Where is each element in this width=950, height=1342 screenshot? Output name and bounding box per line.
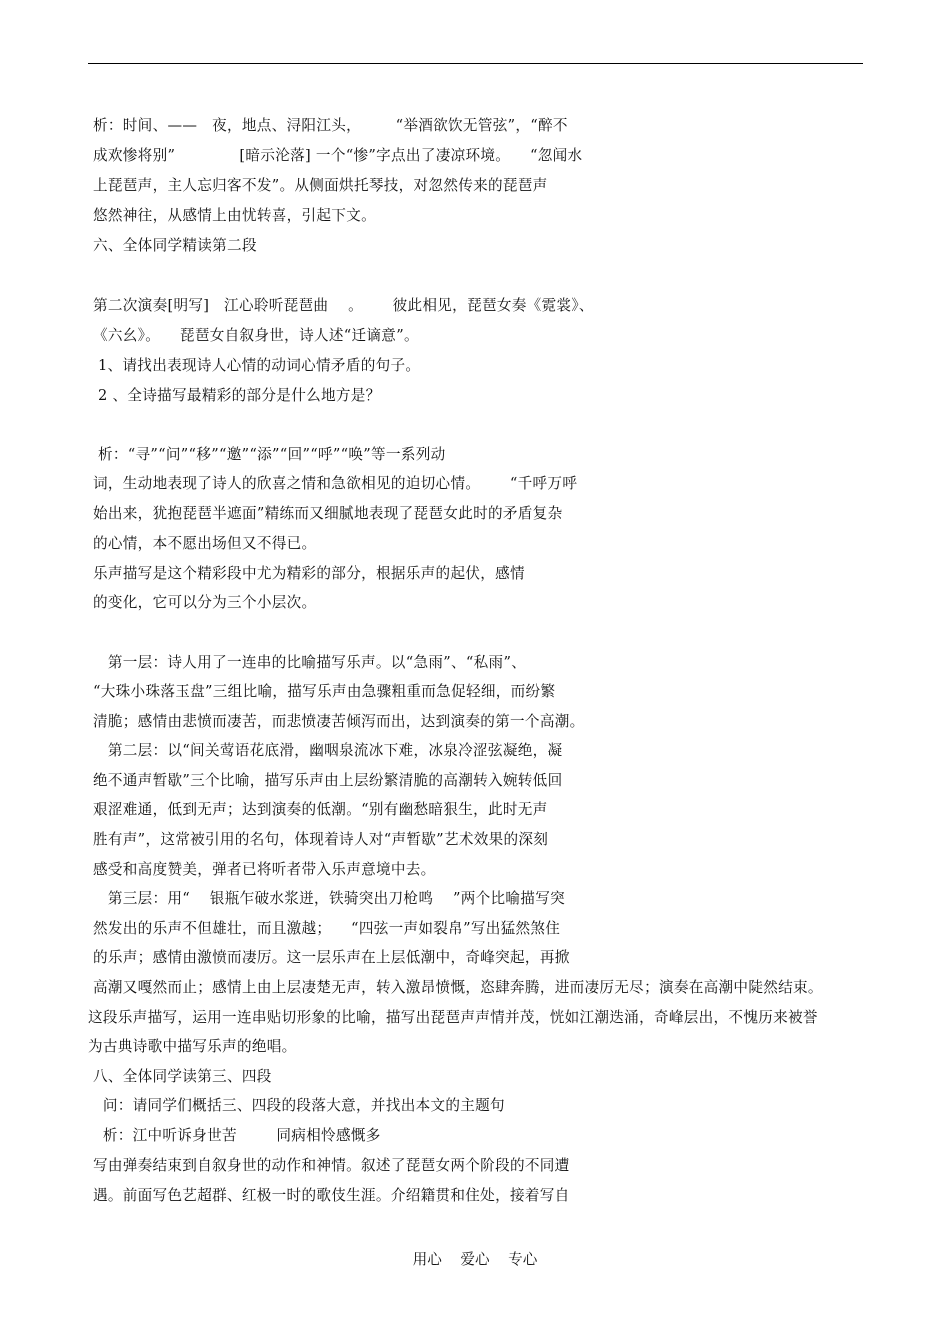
text-line: 析：“寻”“问”“移”“邀”“添”“回”“呼”“唤”等一系列动 — [93, 446, 446, 463]
text-line: 这段乐声描写，运用一连串贴切形象的比喻，描写出琵琶声声情并茂，恍如江潮迭涌，奇峰层出，不愧历来被誉 — [88, 1009, 818, 1026]
text-line: 第二层：以“间关莺语花底滑，幽咽泉流冰下难，冰泉冷涩弦凝绝，凝 — [93, 742, 563, 759]
text-line: 上琵琶声，主人忘归客不发”。从侧面烘托琴技，对忽然传来的琵琶声 — [93, 177, 548, 194]
text-line: 清脆；感情由悲愤而凄苦，而悲愤凄苦倾泻而出，达到演奏的第一个高潮。 — [93, 713, 585, 730]
text-line: 词，生动地表现了诗人的欣喜之情和急欲相见的迫切心情。 “千呼万呼 — [93, 475, 578, 492]
page-footer: 用心 爱心 专心 — [412, 1251, 538, 1268]
text-line: 的心情，本不愿出场但又不得已。 — [93, 535, 317, 552]
text-line: 遇。前面写色艺超群、红极一时的歌伎生涯。介绍籍贯和住处，接着写自 — [88, 1187, 570, 1204]
text-line: 1、请找出表现诗人心情的动词心情矛盾的句子。 — [93, 357, 421, 374]
text-line: 第二次演奏[明写] 江心聆听琵琶曲 。 彼此相见，琵琶女奏《霓裳》、 — [93, 297, 594, 314]
text-line: 悠然神往，从感情上由忧转喜，引起下文。 — [93, 207, 376, 224]
text-line: 始出来，犹抱琵琶半遮面”精练而又细腻地表现了琵琶女此时的矛盾复杂 — [93, 505, 563, 522]
text-line: 《六幺》。 琵琶女自叙身世，诗人述“迁谪意”。 — [93, 327, 419, 344]
text-line: 绝不通声暂歇”三个比喻，描写乐声由上层纷繁清脆的高潮转入婉转低回 — [93, 772, 563, 789]
text-line: 写由弹奏结束到自叙身世的动作和神情。叙述了琵琶女两个阶段的不同遭 — [88, 1157, 570, 1174]
text-line: 析：江中听诉身世苦 同病相怜感慨多 — [88, 1127, 381, 1144]
text-line: 问：请同学们概括三、四段的段落大意，并找出本文的主题句 — [88, 1097, 505, 1114]
text-line: 然发出的乐声不但雄壮，而且激越； “四弦一声如裂帛”写出猛然煞住 — [93, 920, 561, 937]
text-line: 的乐声；感情由激愤而凄厉。这一层乐声在上层低潮中，奇峰突起，再掀 — [93, 949, 570, 966]
text-line: 六、全体同学精读第二段 — [93, 237, 257, 254]
text-line: 高潮又嘎然而止；感情上由上层凄楚无声，转入激昂愤慨，恣肆奔腾，进而凄厉无尽；演奏在高潮中陡然结束。 — [93, 979, 823, 996]
text-line: 为古典诗歌中描写乐声的绝唱。 — [88, 1038, 297, 1055]
text-line: 2 、全诗描写最精彩的部分是什么地方是？ — [93, 387, 381, 404]
text-line: “大珠小珠落玉盘”三组比喻，描写乐声由急骤粗重而急促轻细，而纷繁 — [93, 683, 556, 700]
header-rule — [88, 63, 863, 64]
text-line: 感受和高度赞美，弹者已将听者带入乐声意境中去。 — [93, 861, 436, 878]
text-line: 八、全体同学读第三、四段 — [88, 1068, 272, 1085]
text-line: 乐声描写是这个精彩段中尤为精彩的部分，根据乐声的起伏，感情 — [93, 565, 525, 582]
text-line: 艰涩难通，低到无声；达到演奏的低潮。“别有幽愁暗狠生，此时无声 — [93, 801, 548, 818]
text-line: 的变化，它可以分为三个小层次。 — [93, 594, 317, 611]
text-line: 胜有声”，这常被引用的名句，体现着诗人对“声暂歇”艺术效果的深刻 — [93, 831, 549, 848]
text-line: 成欢惨将别” [暗示沦落] 一个“惨”字点出了凄凉环境。 “忽闻水 — [93, 147, 583, 164]
text-line: 第一层：诗人用了一连串的比喻描写乐声。以“急雨”、“私雨”、 — [93, 654, 527, 671]
text-line: 析：时间、—— 夜，地点、浔阳江头， “举酒欲饮无管弦”，“醉不 — [93, 117, 568, 134]
text-line: 第三层：用“ 银瓶乍破水浆迸，铁骑突出刀枪鸣 ”两个比喻描写突 — [93, 890, 565, 907]
